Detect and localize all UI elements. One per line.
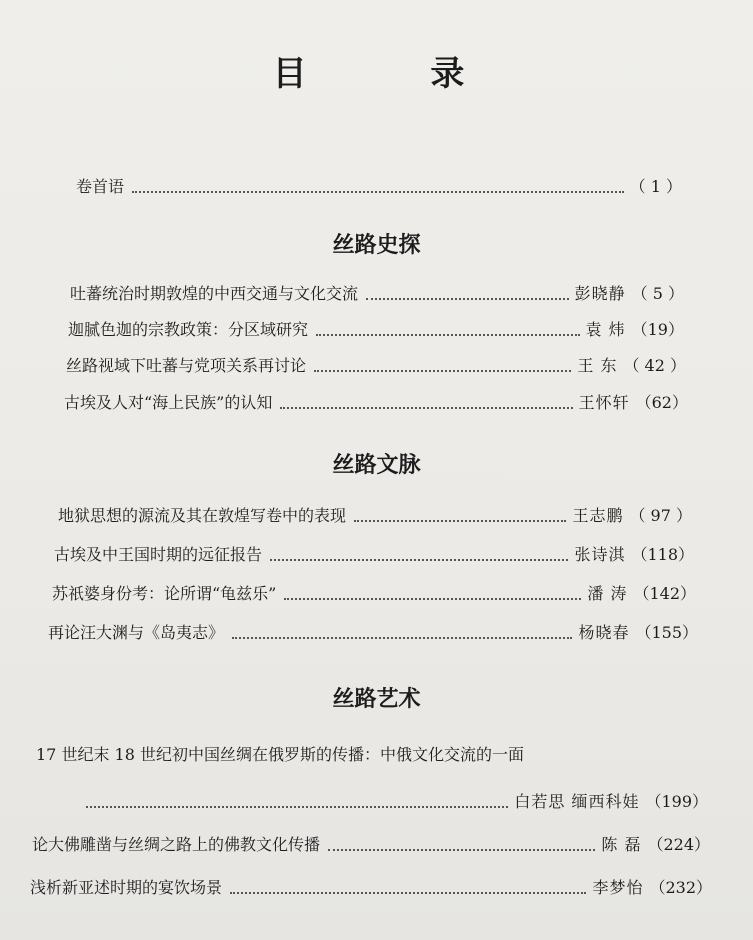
- dot-leader: [86, 806, 508, 808]
- entry-author: 陈 磊: [601, 835, 642, 854]
- entry-page: （155）: [635, 623, 698, 642]
- section-heading: 丝路史探: [332, 233, 421, 258]
- entry-page: （62）: [635, 393, 688, 412]
- toc-entry: [54, 544, 694, 566]
- entry-author: 潘 涛: [587, 584, 628, 603]
- toc-entry: [64, 392, 688, 414]
- entry-title: 卷首语: [76, 177, 125, 196]
- entry-title: 迦腻色迦的宗教政策：分区域研究: [68, 320, 309, 339]
- dot-leader: [284, 598, 581, 600]
- toc-entry: [58, 505, 692, 527]
- toc-entry: [68, 319, 684, 341]
- entry-page: （224）: [647, 835, 710, 854]
- dot-leader: [354, 520, 566, 522]
- dot-leader: [230, 892, 586, 894]
- section-heading: 丝路艺术: [332, 687, 421, 712]
- entry-title: 丝路视域下吐蕃与党项关系再讨论: [66, 356, 307, 375]
- entry-page: （199）: [645, 792, 708, 811]
- entry-author: 王 东: [577, 356, 618, 375]
- entry-author: 李梦怡: [592, 878, 644, 897]
- dot-leader: [270, 559, 568, 561]
- entry-title: 苏祇婆身份考：论所谓“龟兹乐”: [52, 584, 277, 603]
- section-heading: 丝路文脉: [332, 453, 421, 478]
- entry-author: 张诗淇: [574, 545, 626, 564]
- entry-page: （232）: [649, 878, 712, 897]
- dot-leader: [316, 334, 580, 336]
- dot-leader: [280, 407, 572, 409]
- toc-entry: [70, 283, 684, 305]
- entry-author: 袁 炜: [585, 320, 626, 339]
- dot-leader: [132, 191, 624, 193]
- entry-page: （ 42 ）: [623, 356, 686, 375]
- entry-author: 王怀轩: [578, 393, 630, 412]
- entry-page: （ 1 ）: [629, 177, 682, 196]
- entry-page: （142）: [633, 584, 696, 603]
- page-title: 目 录: [272, 54, 521, 94]
- entry-page: （19）: [631, 320, 684, 339]
- toc-entry: [52, 583, 696, 605]
- entry-title: 吐蕃统治时期敦煌的中西交通与文化交流: [70, 284, 359, 303]
- toc-entry: [66, 355, 686, 377]
- toc-entry: [32, 834, 710, 856]
- toc-entry: [86, 791, 708, 813]
- entry-author: 杨晓春: [578, 623, 630, 642]
- entry-page: （ 97 ）: [629, 506, 692, 525]
- entry-title: 地狱思想的源流及其在敦煌写卷中的表现: [58, 506, 347, 525]
- toc-entry-preface: [76, 176, 682, 198]
- entry-page: （118）: [631, 545, 694, 564]
- entry-title: 浅析新亚述时期的宴饮场景: [30, 878, 223, 897]
- entry-title: 再论汪大渊与《岛夷志》: [48, 623, 225, 642]
- entry-title: 论大佛雕凿与丝绸之路上的佛教文化传播: [32, 835, 321, 854]
- dot-leader: [314, 370, 571, 372]
- entry-title: 古埃及人对“海上民族”的认知: [64, 393, 273, 412]
- dot-leader: [328, 849, 595, 851]
- toc-entry: [30, 877, 712, 899]
- entry-author: 彭晓静: [574, 284, 626, 303]
- entry-page: （ 5 ）: [631, 284, 684, 303]
- entry-title: 17 世纪末 18 世纪初中国丝绸在俄罗斯的传播：中俄文化交流的一面: [36, 745, 524, 764]
- entry-title: 古埃及中王国时期的远征报告: [54, 545, 263, 564]
- toc-entry: [48, 622, 698, 644]
- dot-leader: [366, 298, 569, 300]
- dot-leader: [232, 637, 572, 639]
- entry-author: 白若思 缅西科娃: [514, 792, 640, 811]
- entry-author: 王志鹏: [572, 506, 624, 525]
